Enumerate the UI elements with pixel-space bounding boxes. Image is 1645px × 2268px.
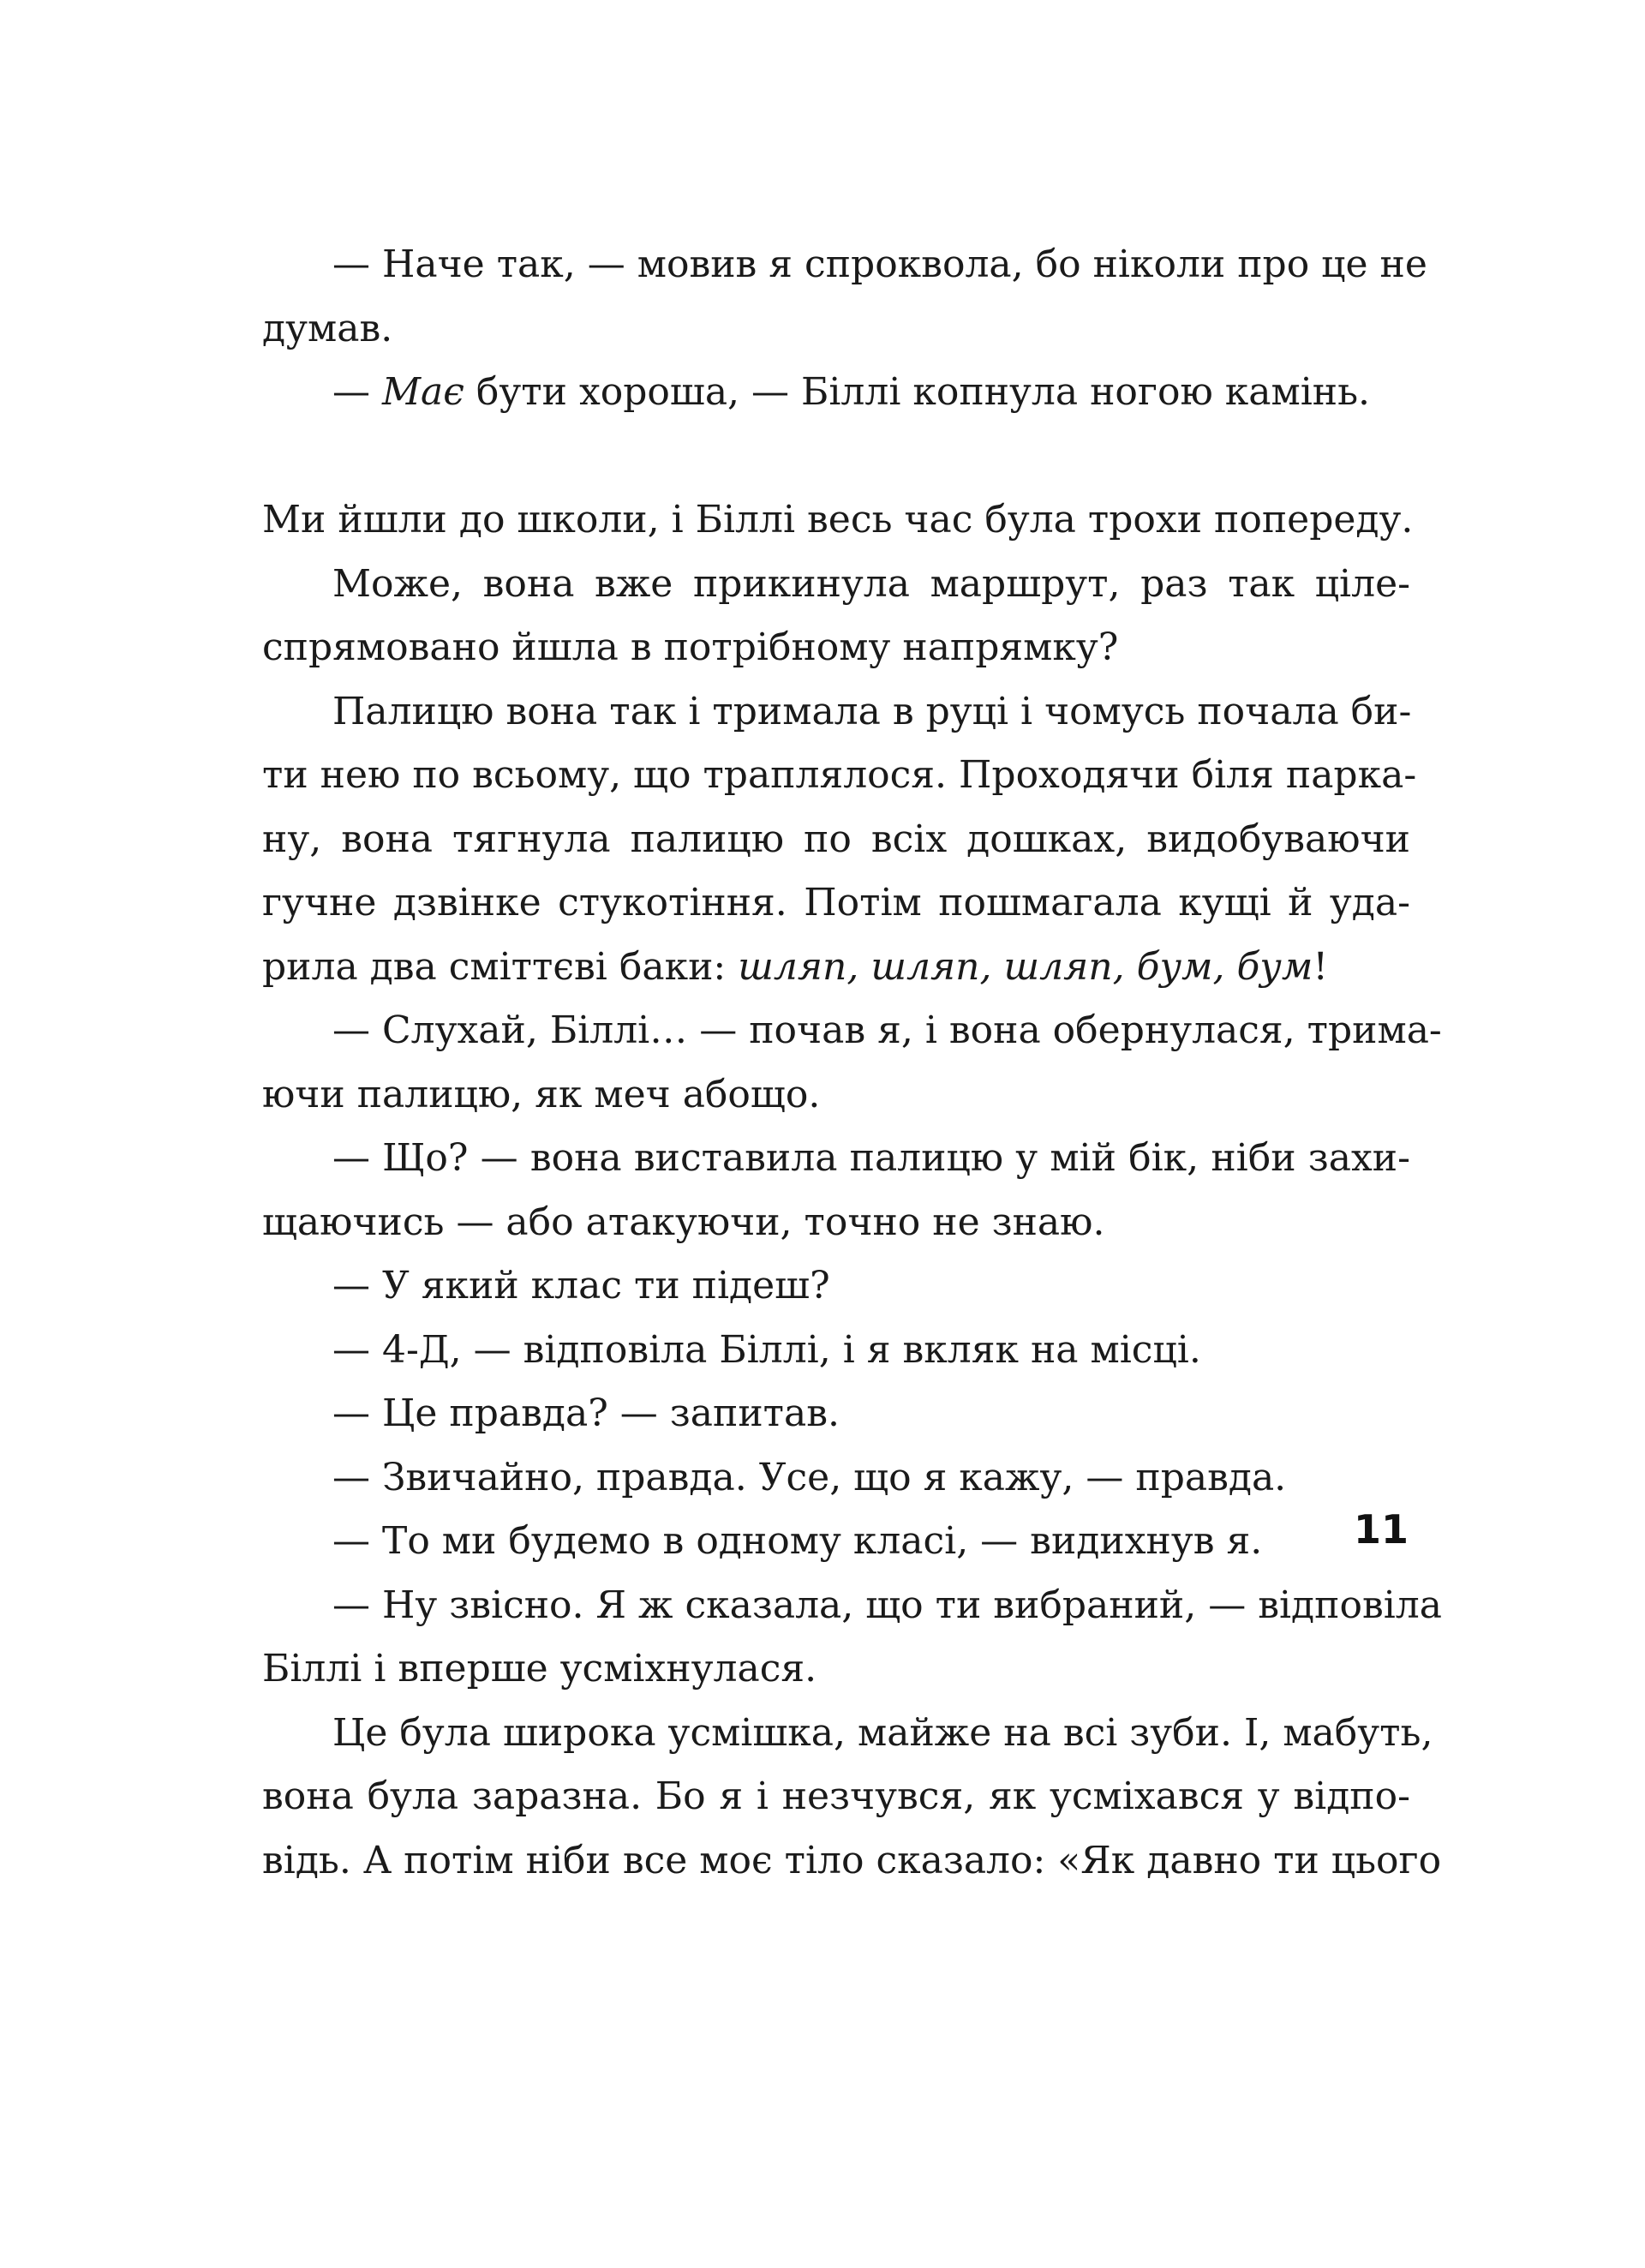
text-line: спрямовано йшла в потрібному напрямку? (262, 625, 1119, 669)
text-line: ти нею по всьому, що траплялося. Проходячи біля парка- (262, 753, 1417, 797)
text-line: — Слухай, Біллі… — почав я, і вона обернулася, трима- (332, 1008, 1442, 1052)
text-line: гучне дзвінке стукотіння. Потім пошмагала кущі й уда- (262, 881, 1410, 925)
text-line: — То ми будемо в одному класі, — видихнув я. (332, 1519, 1263, 1563)
text-line: — Наче так, — мовив я спроквола, бо ніколи про це не (332, 242, 1427, 286)
text-line: відь. А потім ніби все моє тіло сказало: «Як давно ти цього (262, 1838, 1442, 1882)
text-line: Біллі і вперше усміхнулася. (262, 1647, 817, 1691)
text-line: ючи палицю, як меч абощо. (262, 1072, 821, 1116)
text-line (262, 361, 1410, 425)
text-line: Це була широка усмішка, майже на всі зуби. І, мабуть, (332, 1710, 1433, 1755)
text-line (262, 936, 1410, 1000)
text-line: щаючись — або атакуючи, точно не знаю. (262, 1200, 1105, 1244)
page-number: 11 (1353, 1506, 1409, 1553)
text-segment: ! (1313, 944, 1328, 989)
text-line: — Звичайно, правда. Усе, що я кажу, — правда. (332, 1455, 1287, 1499)
text-line: — Ну звісно. Я ж сказала, що ти вибраний, — відповіла (332, 1583, 1442, 1627)
paragraph-spacer (262, 425, 1410, 489)
text-line: Ми йшли до школи, і Біллі весь час була трохи попереду. (262, 498, 1414, 542)
text-segment: — (332, 370, 382, 414)
text-line: — У який клас ти підеш? (332, 1264, 830, 1308)
text-line: — 4-Д, — відповіла Біллі, і я вкляк на місці. (332, 1327, 1201, 1372)
italic-text: Має (382, 370, 464, 414)
text-line: — Це правда? — запитав. (332, 1391, 840, 1435)
text-line: вона була заразна. Бо я і незчувся, як усміхався у відпо- (262, 1774, 1410, 1818)
text-segment: рила два сміттєві баки: (262, 944, 739, 989)
text-line: Може, вона вже прикинула маршрут, раз так ціле- (332, 561, 1410, 606)
italic-text: шляп, шляп, шляп, бум, бум (738, 944, 1313, 989)
text-line: Палицю вона так і тримала в руці і чомусь почала би- (332, 689, 1412, 733)
text-line: думав. (262, 306, 393, 350)
text-line: — Що? — вона виставила палицю у мій бік, ніби захи- (332, 1136, 1410, 1180)
body-text (262, 233, 1442, 1893)
text-line: ну, вона тягнула палицю по всіх дошках, видобуваючи (262, 817, 1410, 861)
text-segment: бути хороша, — Біллі копнула ногою камінь. (464, 370, 1371, 414)
